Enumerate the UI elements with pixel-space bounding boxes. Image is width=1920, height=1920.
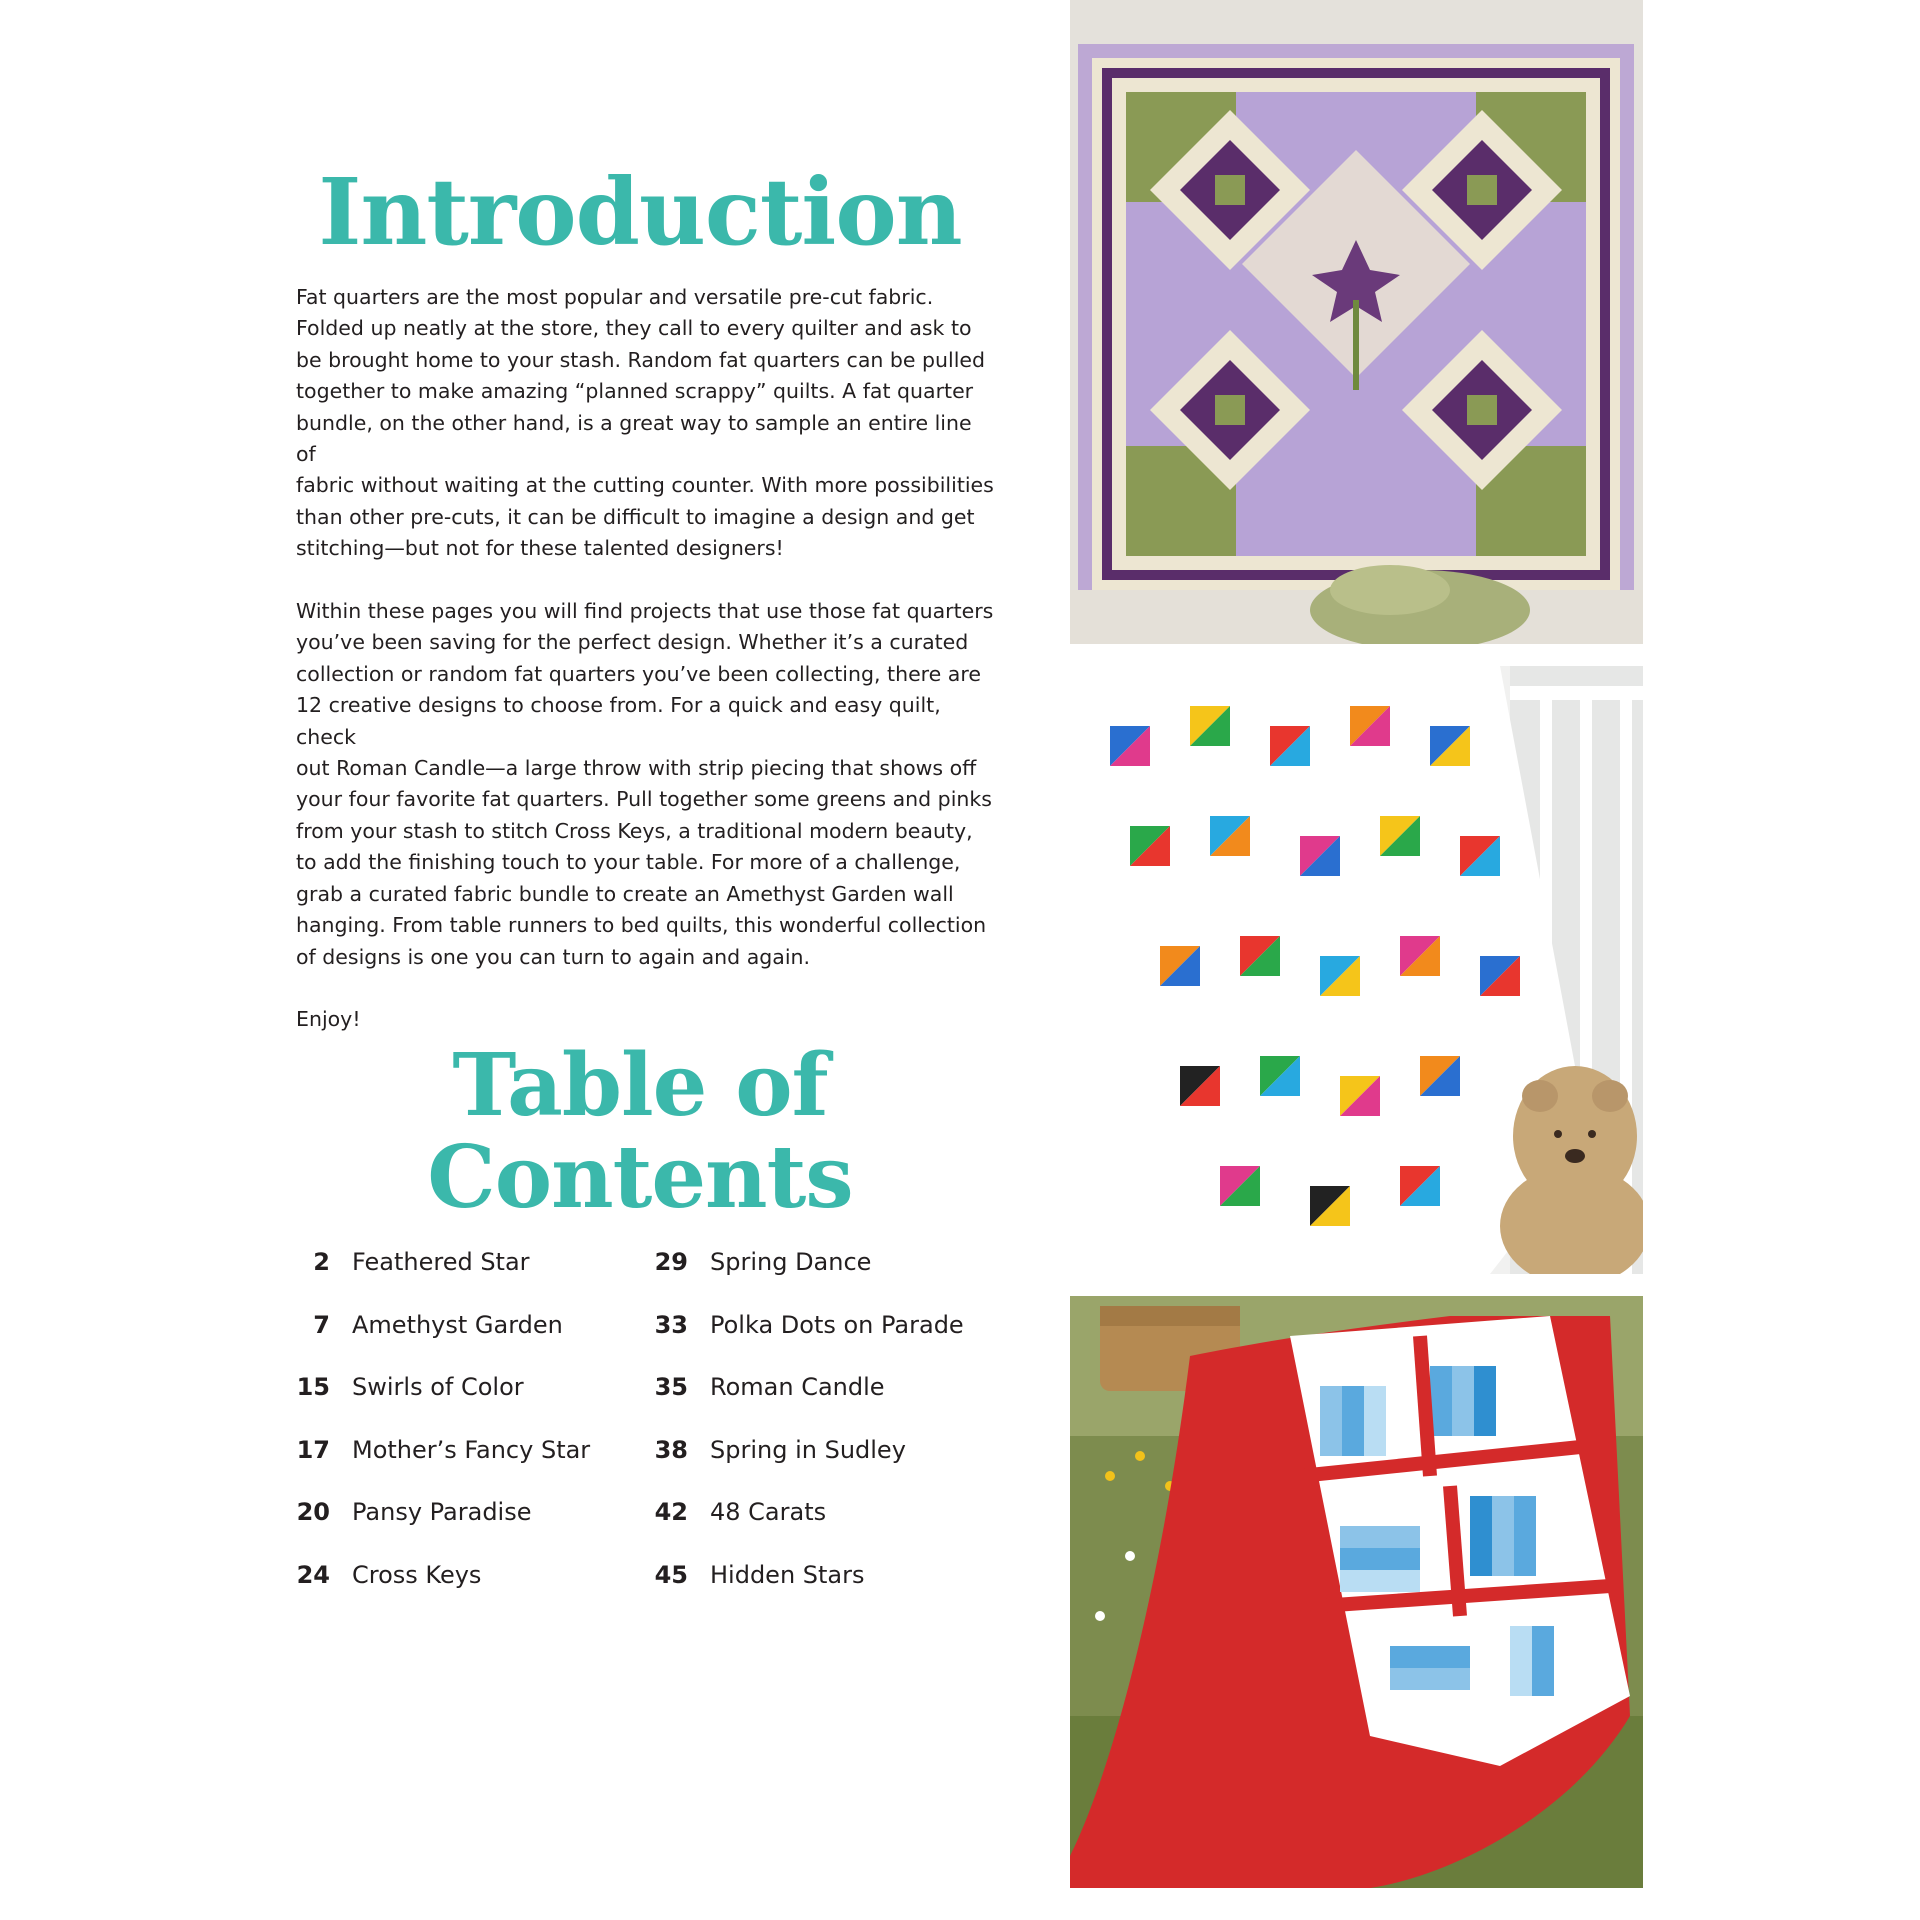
- toc-project-name: Amethyst Garden: [352, 1310, 563, 1339]
- toc-entry[interactable]: [650, 1311, 964, 1374]
- toc-page-number: 42: [654, 1498, 688, 1527]
- toc-column-left: [292, 1248, 590, 1624]
- toc-project-name: Cross Keys: [352, 1560, 482, 1589]
- toc-page-number: 35: [654, 1373, 688, 1402]
- toc-project-name: 48 Carats: [710, 1498, 827, 1527]
- toc-project-name: Roman Candle: [710, 1373, 885, 1402]
- toc-page-number: 17: [296, 1435, 330, 1464]
- toc-entry[interactable]: [650, 1498, 964, 1561]
- toc-project-name: Hidden Stars: [710, 1560, 865, 1589]
- toc-title-line-2: Contents: [427, 1127, 853, 1228]
- toc-project-name: Pansy Paradise: [352, 1498, 532, 1527]
- toc-column-right: [650, 1248, 964, 1624]
- toc-entry[interactable]: [650, 1436, 964, 1499]
- table-of-contents-title: [340, 1035, 940, 1228]
- toc-entry[interactable]: [292, 1436, 590, 1499]
- toc-project-name: Polka Dots on Parade: [710, 1310, 964, 1339]
- roman-candle-quilt-photo: [1070, 1296, 1643, 1888]
- toc-page-number: 33: [654, 1310, 688, 1339]
- introduction-body: [296, 282, 996, 1067]
- toc-project-name: Swirls of Color: [352, 1373, 524, 1402]
- intro-paragraph: Within these pages you will find projects that use those fat quarters you’ve been saving for the perfect design. Whether it’s a curated collection or random fat quarters you’ve been collecting, there are 12 creative designs to choose from. For a quick and easy quilt, check out Roman Candle—a large throw with strip piecing that shows off your four favorite fat quarters. Pull together some greens and pinks from your stash to stitch Cross Keys, a traditional modern beauty, to add the finishing touch to your table. For more of a challenge, grab a curated fabric bundle to create an Amethyst Garden wall hanging. From table runners to bed quilts, this wonderful collection of designs is one you can turn to again and again.: [296, 599, 994, 969]
- toc-page-number: 24: [296, 1560, 330, 1589]
- toc-page-number: 15: [296, 1373, 330, 1402]
- toc-project-name: Feathered Star: [352, 1248, 530, 1276]
- introduction-title: Introduction: [318, 158, 962, 266]
- intro-paragraph: Enjoy!: [296, 1007, 361, 1032]
- toc-entry[interactable]: [292, 1498, 590, 1561]
- toc-entry[interactable]: [650, 1561, 964, 1624]
- toc-page-number: 38: [654, 1435, 688, 1464]
- toc-title-line-1: Table of: [452, 1035, 828, 1136]
- toc-entry[interactable]: [292, 1373, 590, 1436]
- intro-paragraph: Fat quarters are the most popular and versatile pre-cut fabric. Folded up neatly at the store, they call to every quilter and ask to be brought home to your stash. Random fat quarters can be pulled together to make amazing “planned scrappy” quilts. A fat quarter bundle, on the other hand, is a great way to sample an entire line of fabric without waiting at the cutting counter. With more possibilities than other pre-cuts, it can be difficult to imagine a design and get stitching—but not for these talented designers!: [296, 285, 994, 561]
- toc-page-number: 45: [654, 1560, 688, 1589]
- polka-dot-pinwheel-quilt-photo: [1070, 666, 1643, 1274]
- toc-page-number: 29: [654, 1248, 688, 1276]
- pinwheel-quilt-image: [1070, 666, 1643, 1274]
- amethyst-quilt-photo: [1070, 0, 1643, 644]
- roman-candle-quilt-image: [1070, 1296, 1643, 1888]
- toc-entry[interactable]: [292, 1248, 590, 1311]
- toc-page-number: 7: [313, 1310, 330, 1339]
- toc-entry[interactable]: [292, 1311, 590, 1374]
- toc-entry[interactable]: [292, 1561, 590, 1624]
- amethyst-quilt-image: [1070, 0, 1643, 644]
- toc-page-number: 2: [313, 1248, 330, 1276]
- toc-project-name: Spring Dance: [710, 1248, 872, 1276]
- toc-page-number: 20: [296, 1498, 330, 1527]
- toc-project-name: Mother’s Fancy Star: [352, 1435, 591, 1464]
- toc-entry[interactable]: [650, 1248, 964, 1311]
- toc-entry[interactable]: [650, 1373, 964, 1436]
- toc-project-name: Spring in Sudley: [710, 1435, 906, 1464]
